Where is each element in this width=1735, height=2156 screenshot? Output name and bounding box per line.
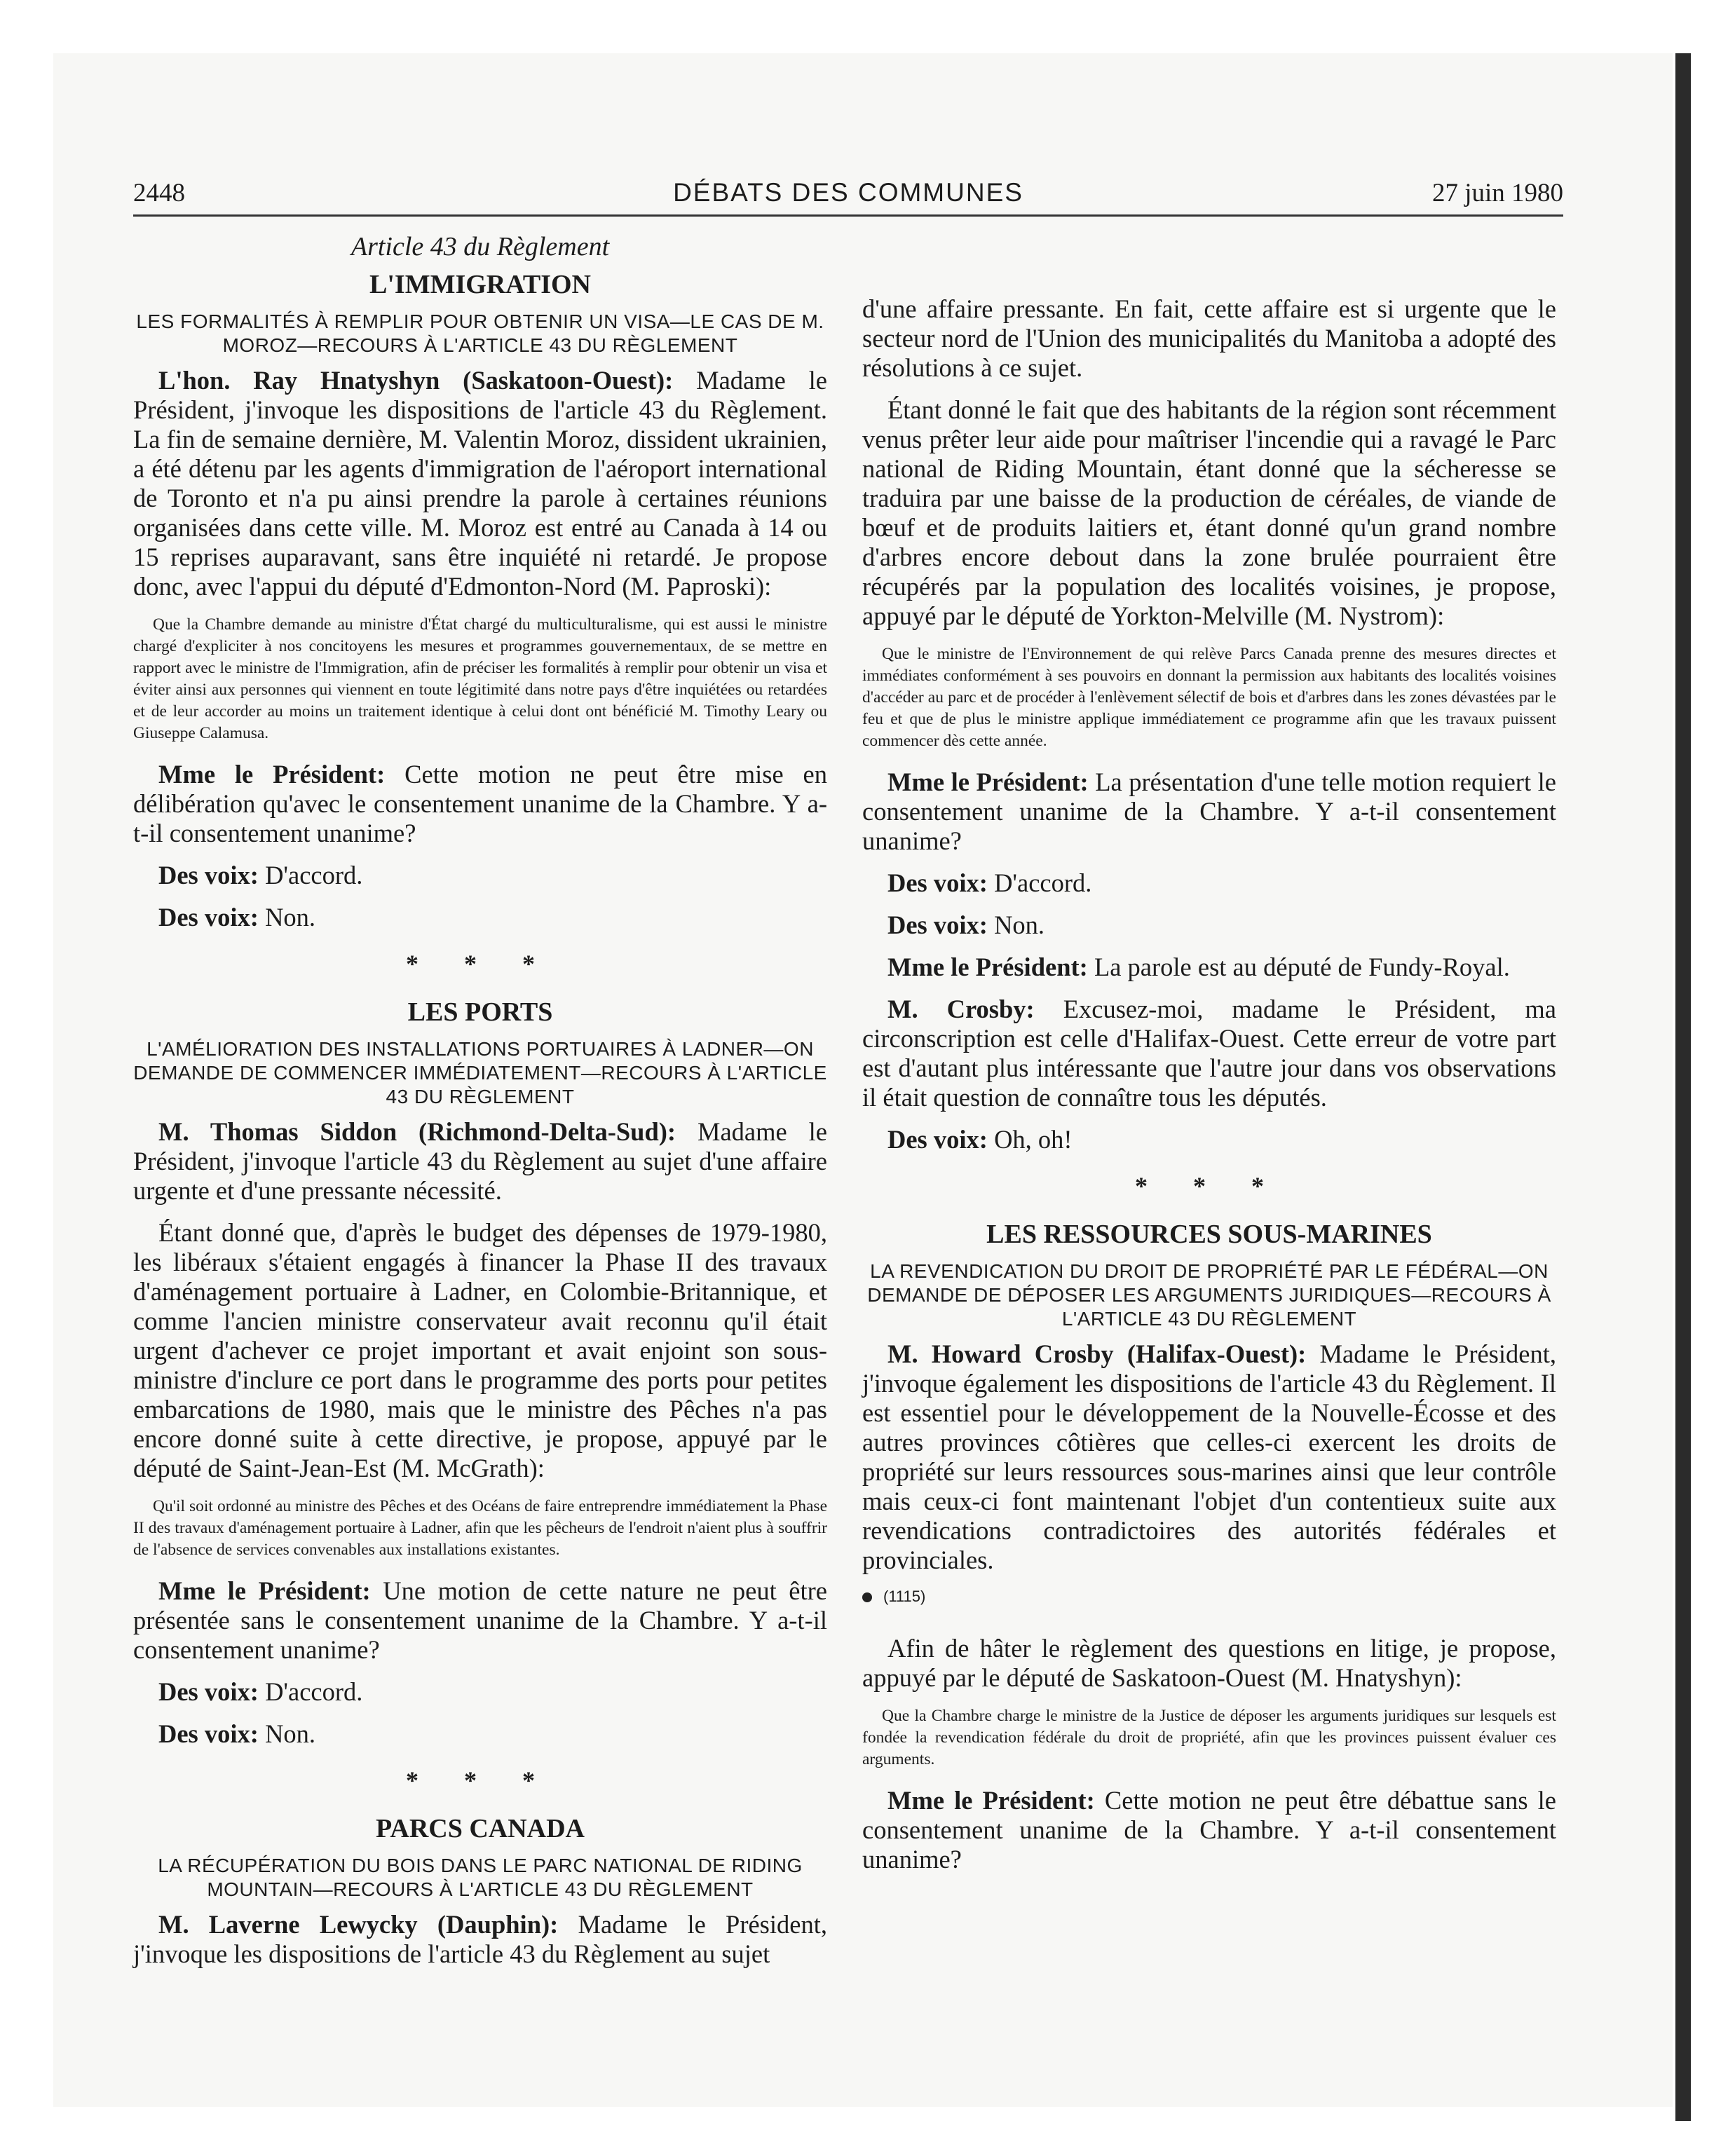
speech-text: Madame le Président, j'invoque également les dispositions de l'article 43 du Règlement. Il est essentiel pour le développement de la Nouvelle-Écosse et des autres provinces côtières que celles-ci exercent les droits de propriété sur leurs ressources sous-marines ainsi que leur contrôle mais ceux-ci font maintenant l'objet d'un contentieux suite aux revendications contradictoires des autorités fédérales et provinciales. [862, 1339, 1556, 1574]
time-marker [862, 1588, 1556, 1606]
speech-voices [133, 1677, 827, 1707]
speech-voices [862, 910, 1556, 940]
motion-text: Que la Chambre charge le ministre de la Justice de déposer les arguments juridiques sur lesquels est fondée la revendication fédérale du droit de propriété, afin que les provinces puissent évaluer ces arguments. [862, 1707, 1556, 1768]
issue-date: 27 juin 1980 [1431, 179, 1563, 207]
speaker-name: Des voix: [158, 861, 259, 889]
speaker-name: Des voix: [887, 910, 988, 939]
speaker-name: M. Crosby: [887, 995, 1035, 1023]
speaker-name: M. Laverne Lewycky (Dauphin): [158, 1910, 559, 1939]
speech-text: Madame le Président, j'invoque les dispositions de l'article 43 du Règlement au sujet [133, 1910, 827, 1968]
speaker-name: Mme le Président: [887, 1786, 1095, 1815]
speech-text: La parole est au député de Fundy-Royal. [1094, 953, 1510, 981]
speech-text: D'accord. [265, 861, 363, 889]
speech-voices [133, 903, 827, 932]
subheading-ports: L'AMÉLIORATION DES INSTALLATIONS PORTUAIRES À LADNER—ON DEMANDE DE COMMENCER IMMÉDIATEMENT—RECOURS À L'ARTICLE 43 DU RÈGLEMENT [133, 1038, 827, 1107]
page-number: 2448 [133, 179, 185, 207]
speech-paragraph: Afin de hâter le règlement des questions en litige, je propose, appuyé par le député de Saskatoon-Ouest (M. Hnatyshyn): [862, 1634, 1556, 1692]
speech-lewycky [133, 1910, 827, 1969]
heading-immigration: L'IMMIGRATION [369, 270, 591, 299]
speaker-name: Des voix: [158, 903, 259, 932]
speaker-name: Mme le Président: [158, 760, 386, 789]
speaker-name: Des voix: [887, 1125, 988, 1154]
speech-text: Une motion de cette nature ne peut être présentée sans le consentement unanime de la Chambre. Y a-t-il consentement unanime? [133, 1576, 827, 1664]
speech-voices [133, 1719, 827, 1749]
section-separator: * * * [406, 950, 554, 978]
speaker-name: Des voix: [158, 1719, 259, 1748]
speech-text: La présentation d'une telle motion requiert le consentement unanime de la Chambre. Y a-t-il consentement unanime? [862, 767, 1556, 855]
publication-title: DÉBATS DES COMMUNES [673, 178, 1023, 207]
heading-parcs: PARCS CANADA [375, 1814, 585, 1843]
motion-text: Qu'il soit ordonné au ministre des Pêches et des Océans de faire entreprendre immédiatement la Phase II des travaux d'aménagement portuaire à Ladner, afin que les pêcheurs de l'endroit n'aient plus à souffrir de l'absence de services convenables aux installations existantes. [133, 1497, 827, 1559]
speech-president [862, 953, 1556, 982]
speech-text: Non. [265, 903, 316, 932]
speech-text: Madame le Président, j'invoque l'article 43 du Règlement au sujet d'une affaire urgente et d'une pressante nécessité. [133, 1117, 828, 1205]
speech-text: D'accord. [265, 1677, 363, 1706]
speaker-name: Mme le Président: [158, 1576, 371, 1605]
speaker-name: M. Thomas Siddon (Richmond-Delta-Sud): [158, 1117, 676, 1146]
right-column [862, 294, 1556, 1887]
speaker-name: Mme le Président: [887, 953, 1088, 981]
speech-voices [862, 868, 1556, 898]
speaker-name: Des voix: [158, 1677, 259, 1706]
speech-text: Cette motion ne peut être mise en délibération qu'avec le consentement unanime de la Chambre. Y a-t-il consentement unanime? [133, 760, 828, 847]
speech-paragraph: Étant donné le fait que des habitants de la région sont récemment venus prêter leur aide pour maîtriser l'incendie qui a ravagé le Parc national de Riding Mountain, étant donné que la sécheresse se traduira par une baisse de la production de céréales, de viande de bœuf et de produits laitiers et, étant donné qu'un grand nombre d'arbres encore debout dans la zone brulée pourraient être récupérés par la population des localités voisines, je propose, appuyé par le député de Yorkton-Melville (M. Nystrom): [862, 395, 1556, 630]
running-header [133, 175, 1563, 217]
speech-siddon [133, 1117, 827, 1206]
speech-text: Non. [265, 1719, 316, 1748]
speech-hnatyshyn [133, 366, 827, 601]
heading-ports: LES PORTS [407, 997, 553, 1027]
section-separator: * * * [406, 1766, 554, 1794]
speech-president [862, 767, 1556, 856]
section-separator: * * * [1135, 1172, 1284, 1200]
speech-howard-crosby [862, 1339, 1556, 1575]
subheading-immigration: LES FORMALITÉS À REMPLIR POUR OBTENIR UN VISA—LE CAS DE M. MOROZ—RECOURS À L'ARTICLE 43 DU RÈGLEMENT [136, 311, 824, 356]
speech-president [133, 760, 827, 848]
scan-edge-bar [1675, 53, 1691, 2121]
speaker-name: Mme le Président: [887, 767, 1089, 796]
subheading-parcs: LA RÉCUPÉRATION DU BOIS DANS LE PARC NATIONAL DE RIDING MOUNTAIN—RECOURS À L'ARTICLE 43 DU RÈGLEMENT [158, 1855, 803, 1900]
speaker-name: Des voix: [887, 868, 988, 897]
section-label: Article 43 du Règlement [351, 232, 610, 261]
heading-ressources: LES RESSOURCES SOUS-MARINES [986, 1220, 1432, 1249]
motion-text: Que le ministre de l'Environnement de qui relève Parcs Canada prenne des mesures directes et immédiates conformément à ses pouvoirs en donnant la permission aux habitants des localités voisines d'accéder au parc et de procéder à l'enlèvement sélectif de bois et d'arbres dans les zones dévastées par le feu et que de plus le ministre applique immédiatement ce programme afin que les travaux puissent commencer dès cette année. [862, 645, 1556, 750]
speech-text: Non. [994, 910, 1045, 939]
speech-president [862, 1786, 1556, 1874]
speech-text: Madame le Président, j'invoque les dispositions de l'article 43 du Règlement. La fin de semaine dernière, M. Valentin Moroz, dissident ukrainien, a été détenu par les agents d'immigration de l'aéroport international de Toronto et n'a pu ainsi prendre la parole à certaines réunions organisées dans cette ville. M. Moroz est entré au Canada à 14 ou 15 reprises auparavant, sans être inquiété ni retardé. Je propose donc, avec l'appui du député d'Edmonton-Nord (M. Paproski): [133, 366, 827, 601]
speech-text: D'accord. [994, 868, 1092, 897]
speaker-name: L'hon. Ray Hnatyshyn (Saskatoon-Ouest): [158, 366, 674, 395]
motion-text: Que la Chambre demande au ministre d'État chargé du multiculturalisme, qui est aussi le ministre chargé d'expliciter à nos concitoyens les mesures et programmes gouvernementaux, de se mettre en rapport avec le ministre de l'Immigration, afin de préciser les formalités à remplir pour obtenir un visa et éviter ainsi aux personnes qui viennent en toute légitimité dans notre pays d'être inquiétées ou retardées et de leur accorder au moins un traitement identique à celui dont ont bénéficié M. Timothy Leary ou Giuseppe Calamusa. [133, 615, 827, 742]
time-stamp: (1115) [883, 1588, 926, 1605]
speaker-name: M. Howard Crosby (Halifax-Ouest): [887, 1339, 1307, 1368]
speech-voices [862, 1125, 1556, 1154]
speech-text: Cette motion ne peut être débattue sans le consentement unanime de la Chambre. Y a-t-il consentement unanime? [862, 1786, 1556, 1874]
subheading-ressources: LA REVENDICATION DU DROIT DE PROPRIÉTÉ PAR LE FÉDÉRAL—ON DEMANDE DE DÉPOSER LES ARGUMENTS JURIDIQUES—RECOURS À L'ARTICLE 43 DU RÈGLEMENT [867, 1260, 1551, 1330]
left-column [133, 231, 827, 1981]
bullet-icon [862, 1592, 872, 1602]
speech-continuation: d'une affaire pressante. En fait, cette affaire est si urgente que le secteur nord de l'Union des municipalités du Manitoba a adopté des résolutions à ce sujet. [862, 294, 1556, 382]
speech-voices [133, 861, 827, 890]
speech-crosby [862, 995, 1556, 1112]
speech-paragraph: Étant donné que, d'après le budget des dépenses de 1979-1980, les libéraux s'étaient engagés à financer la Phase II des travaux d'aménagement portuaire à Ladner, en Colombie-Britannique, et comme l'ancien ministre conservateur avait reconnu qu'il était urgent d'achever ce projet important et avait enjoint son sous-ministre d'inclure ce port dans le programme des ports pour petites embarcations de 1980, mais que le ministre des Pêches n'a pas encore donné suite à cette directive, je propose, appuyé par le député de Saint-Jean-Est (M. McGrath): [133, 1218, 827, 1482]
speech-text: Excusez-moi, madame le Président, ma circonscription est celle d'Halifax-Ouest. Cette erreur de votre part est d'autant plus intéressante que l'autre jour dans vos observations il était question de connaître tous les députés. [862, 995, 1557, 1112]
speech-president [133, 1576, 827, 1665]
speech-text: Oh, oh! [994, 1125, 1073, 1154]
